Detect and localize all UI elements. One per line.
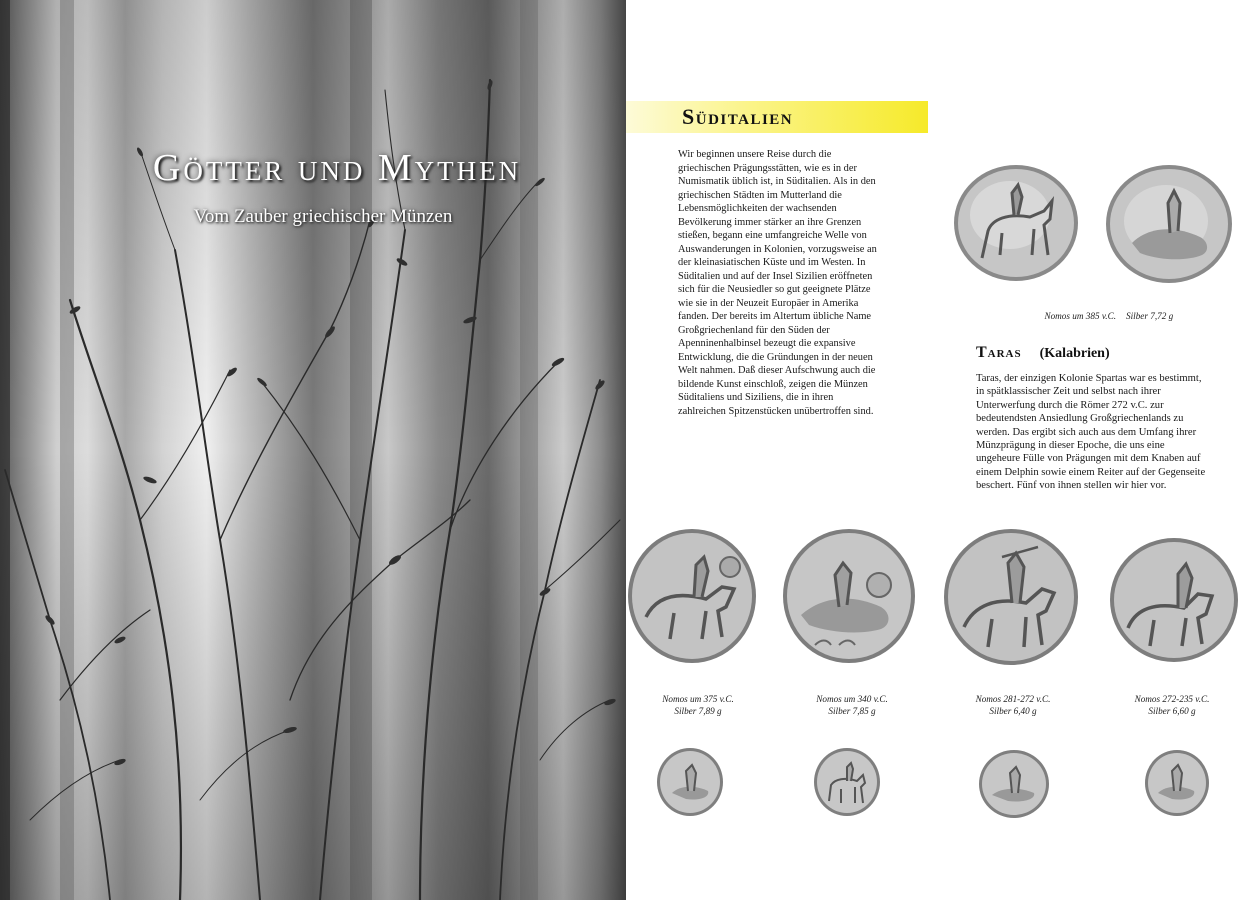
taras-paragraph: Taras, der einzigen Kolonie Spartas war es bestimmt, in spätklassischer Zeit und selbst nach ihrer Unterwerfung durch die Römer 272 v.C. zur bedeutendsten Ansiedlung Großgriechenlands zu werden. Das ergibt sich auch aus dem Umfang ihrer Münzprägung in dieser Epoche, die uns eine ungeheure Fülle von Prägungen mit dem Knaben auf einem Delphin sowie einem Reiter auf der Gegenseite beschert. Fünf von ihnen stellen wir hier vor. xyxy=(976,373,1206,492)
cover-subtitle: Vom Zauber griechischer Münzen xyxy=(193,206,453,227)
coin-reverse-dolphin-rider xyxy=(1104,163,1234,285)
coin-obverse-horseman xyxy=(952,163,1080,283)
caption-top-weight: Silber 7,72 g xyxy=(1126,311,1174,321)
caption-top-date: Nomos um 385 v.C. xyxy=(1044,311,1116,321)
caption-coin1-weight: Silber 7,89 g xyxy=(674,706,722,716)
coin-large-3 xyxy=(942,527,1080,667)
cover-title: Götter und Mythen xyxy=(152,147,522,189)
coin-large-1 xyxy=(626,527,758,665)
content-page xyxy=(626,0,1260,900)
taras-name: Taras xyxy=(976,344,1022,361)
caption-coin3-date: Nomos 281-272 v.C. xyxy=(975,694,1051,704)
caption-coin4-date: Nomos 272-235 v.C. xyxy=(1134,694,1210,704)
coin-small-4 xyxy=(1144,749,1210,817)
caption-coin2-date: Nomos um 340 v.C. xyxy=(816,694,888,704)
coin-small-1 xyxy=(656,747,724,817)
taras-region: (Kalabrien) xyxy=(1039,346,1110,361)
caption-coin3-weight: Silber 6,40 g xyxy=(989,706,1037,716)
caption-coin2-weight: Silber 7,85 g xyxy=(828,706,876,716)
coin-small-3 xyxy=(978,749,1050,819)
branches-photo xyxy=(0,0,626,900)
cover-page xyxy=(0,0,626,900)
coin-large-2 xyxy=(781,527,917,665)
coin-large-4 xyxy=(1108,536,1240,664)
coin-small-2 xyxy=(813,747,881,817)
intro-paragraph: Wir beginnen unsere Reise durch die griechischen Prägungsstätten, wie es in der Numismatik üblich ist, in Süditalien. Als in den griechischen Städten im Mutterland die Lebensmöglichkeiten der wachsenden Bevölkerung immer stärker an ihre Grenzen stießen, begann eine umfangreiche Welle von Auswanderungen in Kolonien, vorzugsweise an der kleinasiatischen Küste und im Westen. In Süditalien und auf der Insel Sizilien eröffneten sich für die Neusiedler so gut geeignete Plätze wie sie in der Neuzeit Europäer in Amerika fanden. Der bereits im Altertum übliche Name Großgriechenland für den Süden der Apenninenhalbinsel bezeugt die expansive Entwicklung, die die Gründungen in der neuen Welt nahmen. Daß dieser Aufschwung auch die bildende Kunst einschloß, zeigen die Münzen Süditaliens und Siziliens, die in ihren zahlreichen Spitzenstücken unübertroffen sind. xyxy=(678,149,877,417)
taras-heading xyxy=(976,344,1110,362)
caption-coin4-weight: Silber 6,60 g xyxy=(1148,706,1196,716)
section-heading: Süditalien xyxy=(682,104,794,129)
caption-coin1-date: Nomos um 375 v.C. xyxy=(662,694,734,704)
